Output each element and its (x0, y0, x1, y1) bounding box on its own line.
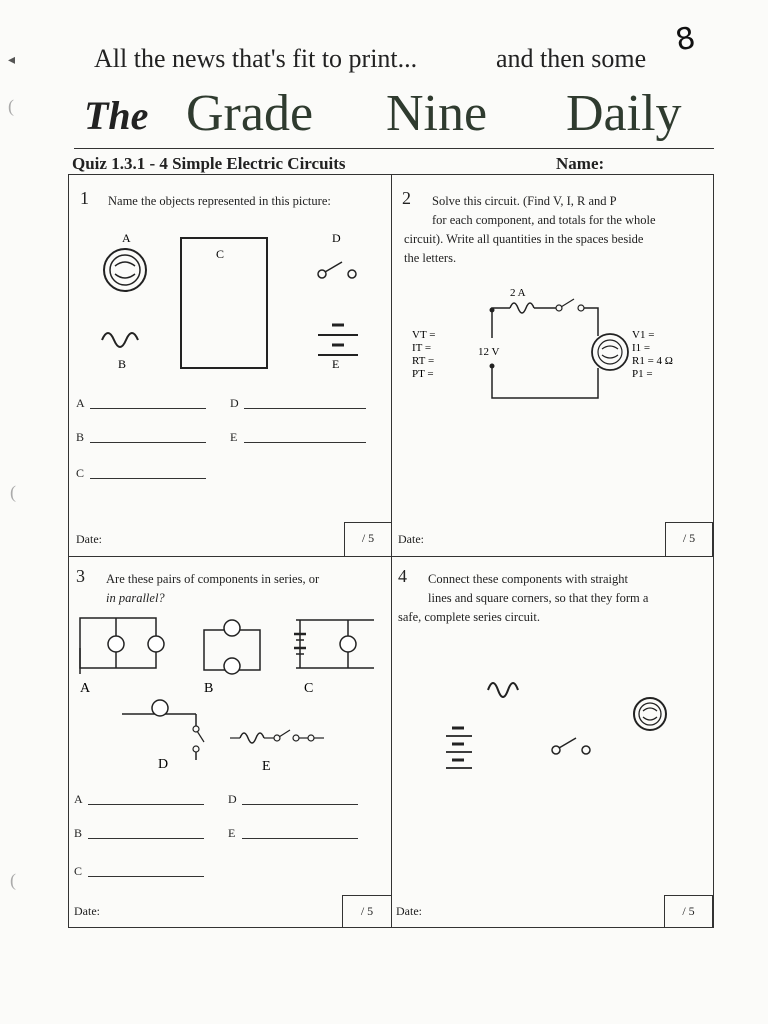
question-text: the letters. (404, 251, 457, 265)
total-label: IT = (412, 342, 432, 354)
answer-line-e[interactable] (244, 442, 366, 443)
answer-line-b[interactable] (88, 838, 204, 839)
score-box: / 5 (342, 895, 392, 928)
diagram-label: A (80, 681, 91, 696)
question-text: Connect these components with straight (428, 572, 628, 586)
switch-symbol (552, 738, 590, 754)
date-label: Date: (76, 532, 102, 546)
symbol-label: B (118, 357, 127, 371)
answer-line-d[interactable] (244, 408, 366, 409)
current-label: 2 A (510, 287, 526, 299)
question-text: in parallel? (106, 591, 165, 605)
diagram-e (230, 730, 324, 743)
symbol-label: D (332, 231, 341, 245)
total-label: VT = (412, 329, 436, 341)
date-label: Date: (396, 904, 422, 918)
score-box: / 5 (665, 522, 713, 557)
symbol-label: C (216, 247, 225, 261)
diagram-label: D (158, 757, 169, 772)
total-label: PT = (412, 368, 434, 380)
handwritten-mark: 8 (672, 20, 699, 59)
score-box: / 5 (344, 522, 392, 557)
answer-label: E (230, 430, 238, 444)
question-text: circuit). Write all quantities in the spaces beside (404, 232, 644, 246)
tagline-end: and then some (496, 44, 647, 73)
answer-label: E (228, 826, 236, 840)
diagram-c (294, 620, 374, 668)
answer-label: C (76, 466, 85, 480)
answer-label: B (76, 430, 85, 444)
answer-label: B (74, 826, 83, 840)
date-label: Date: (398, 532, 424, 546)
tagline: All the news that's fit to print... (94, 44, 418, 73)
total-label: RT = (412, 355, 435, 367)
answer-label: A (74, 792, 83, 806)
q2-circuit (400, 280, 710, 410)
voltage-label: 12 V (478, 346, 500, 358)
switch-symbol (556, 299, 584, 311)
answer-line-a[interactable] (88, 804, 204, 805)
masthead-rule (74, 148, 714, 149)
component-label: R1 = 4 Ω (632, 355, 673, 367)
q4-components (400, 670, 710, 790)
symbol-label: E (332, 357, 340, 371)
quiz-title: Quiz 1.3.1 - 4 Simple Electric Circuits (72, 154, 346, 173)
battery-symbol (446, 728, 472, 768)
answer-line-c[interactable] (90, 478, 206, 479)
component-label: I1 = (632, 342, 651, 354)
margin-mark: ◂ (8, 53, 16, 68)
question-number: 2 (402, 188, 411, 208)
margin-mark: ( (10, 482, 16, 502)
diagram-label: B (204, 681, 214, 696)
date-label: Date: (74, 904, 100, 918)
answer-line-a[interactable] (90, 408, 206, 409)
q3-diagrams (74, 608, 390, 778)
question-number: 1 (80, 188, 89, 208)
question-text: safe, complete series circuit. (398, 610, 540, 624)
margin-mark: ( (8, 96, 14, 116)
margin-mark: ( (10, 870, 16, 890)
lamp-symbol (104, 249, 146, 291)
answer-label: D (228, 792, 237, 806)
diagram-d (122, 700, 204, 760)
masthead-word: Nine (386, 85, 488, 142)
masthead-word: Daily (566, 85, 682, 142)
answer-line-e[interactable] (242, 838, 358, 839)
question-number: 3 (76, 566, 85, 586)
question-text: for each component, and totals for the whole (432, 213, 656, 227)
answer-line-c[interactable] (88, 876, 204, 877)
name-label: Name: (556, 154, 605, 173)
battery-symbol (318, 325, 358, 355)
answer-label: D (230, 396, 239, 410)
switch-symbol (318, 262, 356, 278)
question-text: Are these pairs of components in series, or (106, 572, 320, 586)
diagram-label: E (262, 759, 271, 774)
question-text: Name the objects represented in this picture: (108, 194, 331, 208)
answer-line-d[interactable] (242, 804, 358, 805)
diagram-label: C (304, 681, 314, 696)
answer-line-b[interactable] (90, 442, 206, 443)
masthead-word: Grade (186, 85, 314, 142)
question-text: lines and square corners, so that they form a (428, 591, 649, 605)
answer-label: C (74, 864, 83, 878)
diagram-b (204, 620, 260, 674)
fuse-symbol (102, 333, 138, 347)
component-label: V1 = (632, 329, 655, 341)
lamp-symbol (592, 334, 628, 370)
question-number: 4 (398, 566, 407, 586)
fuse-symbol (488, 683, 518, 697)
fuse-symbol (510, 303, 534, 313)
component-label: P1 = (632, 368, 653, 380)
symbol-label: A (122, 231, 131, 245)
question-text: Solve this circuit. (Find V, I, R and P (432, 194, 617, 208)
q1-symbols (80, 222, 400, 402)
lamp-symbol (634, 698, 666, 730)
score-box: / 5 (664, 895, 713, 928)
masthead-the: The (84, 93, 149, 138)
diagram-a (80, 618, 164, 674)
answer-label: A (76, 396, 85, 410)
